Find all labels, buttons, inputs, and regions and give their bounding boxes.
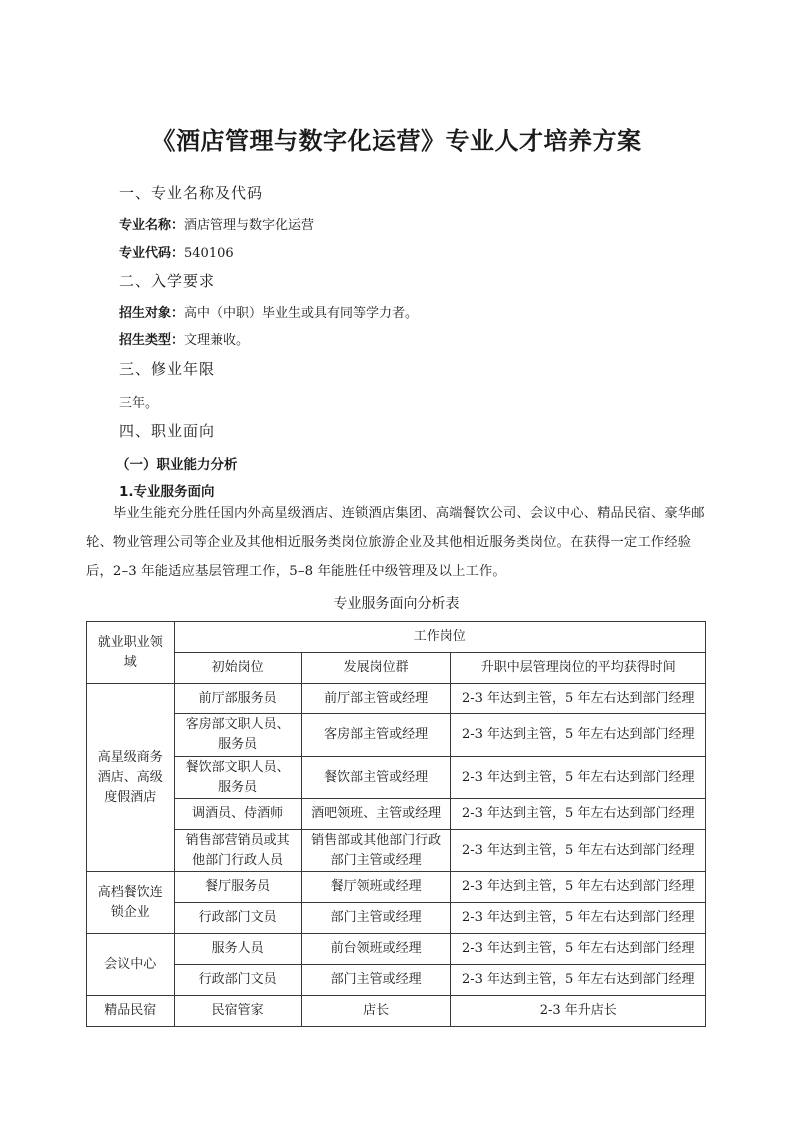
table-row	[87, 934, 706, 965]
service-orientation-table	[86, 621, 706, 1027]
cell-time: 2-3 年达到主管，5 年左右达到部门经理	[451, 934, 706, 965]
table-subheader-row	[87, 653, 706, 684]
cell-time: 2-3 年达到主管，5 年左右达到部门经理	[451, 903, 706, 934]
field-homestay: 精品民宿	[87, 996, 175, 1027]
field-hotel: 高星级商务酒店、高级度假酒店	[87, 684, 175, 872]
header-field: 就业职业领域	[87, 622, 175, 684]
major-name-label: 专业名称：	[119, 218, 185, 233]
cell-develop: 店长	[301, 996, 451, 1027]
table-row	[87, 757, 706, 799]
enroll-type-label: 招生类型：	[119, 333, 185, 348]
table-row	[87, 799, 706, 830]
table-row	[87, 830, 706, 872]
cell-initial: 销售部营销员或其他部门行政人员	[174, 830, 301, 872]
table-caption: 专业服务面向分析表	[333, 596, 460, 612]
cell-develop: 餐厅领班或经理	[301, 872, 451, 903]
table-row	[87, 714, 706, 757]
table-row	[87, 903, 706, 934]
service-orientation-paragraph: 毕业生能充分胜任国内外高星级酒店、连锁酒店集团、高端餐饮公司、会议中心、精品民宿、豪华邮轮、物业管理公司等企业及其他相近服务类岗位旅游企业及其他相近服务类岗位。在获得一定工作经验后，2–3 年能适应基层管理工作，5–8 年能胜任中级管理及以上工作。	[86, 506, 705, 579]
cell-time: 2-3 年达到主管，5 年左右达到部门经理	[451, 799, 706, 830]
cell-initial: 行政部门文员	[174, 903, 301, 934]
table-row	[87, 684, 706, 714]
cell-develop: 酒吧领班、主管或经理	[301, 799, 451, 830]
cell-initial: 客房部文职人员、服务员	[174, 714, 301, 757]
major-name-line	[119, 214, 314, 233]
cell-develop: 前厅部主管或经理	[301, 684, 451, 714]
cell-time: 2-3 年达到主管，5 年左右达到部门经理	[451, 757, 706, 799]
cell-develop: 销售部或其他部门行政部门主管或经理	[301, 830, 451, 872]
cell-time: 2-3 年达到主管，5 年左右达到部门经理	[451, 872, 706, 903]
major-code-line	[119, 242, 234, 261]
field-conference: 会议中心	[87, 934, 175, 996]
cell-time: 2-3 年升店长	[451, 996, 706, 1027]
subheading-service-orientation: 1.专业服务面向	[119, 484, 215, 500]
cell-develop: 前台领班或经理	[301, 934, 451, 965]
cell-time: 2-3 年达到主管，5 年左右达到部门经理	[451, 684, 706, 714]
enroll-type-value: 文理兼收。	[184, 333, 250, 348]
enroll-type-line	[119, 329, 249, 348]
header-development-group: 发展岗位群	[301, 653, 451, 684]
cell-develop: 部门主管或经理	[301, 965, 451, 996]
cell-develop: 餐饮部主管或经理	[301, 757, 451, 799]
cell-initial: 前厅部服务员	[174, 684, 301, 714]
table-header-row	[87, 622, 706, 653]
section-heading-duration: 三、修业年限	[119, 360, 216, 378]
cell-initial: 餐饮部文职人员、服务员	[174, 757, 301, 799]
enroll-target-label: 招生对象：	[119, 306, 185, 321]
major-code-value: 540106	[184, 246, 234, 261]
document-title: 《酒店管理与数字化运营》专业人才培养方案	[151, 126, 642, 155]
cell-initial: 服务人员	[174, 934, 301, 965]
table-row	[87, 872, 706, 903]
section-heading-admission: 二、入学要求	[119, 272, 216, 290]
cell-time: 2-3 年达到主管，5 年左右达到部门经理	[451, 830, 706, 872]
header-work-positions: 工作岗位	[174, 622, 705, 653]
cell-initial: 餐厅服务员	[174, 872, 301, 903]
table-row	[87, 965, 706, 996]
enroll-target-line	[119, 302, 418, 321]
subheading-ability-analysis: （一）职业能力分析	[116, 457, 238, 473]
cell-time: 2-3 年达到主管，5 年左右达到部门经理	[451, 965, 706, 996]
cell-develop: 客房部主管或经理	[301, 714, 451, 757]
major-name-value: 酒店管理与数字化运营	[184, 218, 315, 233]
section-heading-major-name-code: 一、专业名称及代码	[119, 184, 264, 202]
cell-initial: 行政部门文员	[174, 965, 301, 996]
header-initial-position: 初始岗位	[174, 653, 301, 684]
cell-time: 2-3 年达到主管，5 年左右达到部门经理	[451, 714, 706, 757]
cell-initial: 调酒员、侍酒师	[174, 799, 301, 830]
field-catering: 高档餐饮连锁企业	[87, 872, 175, 934]
duration-value: 三年。	[119, 396, 159, 411]
major-code-label: 专业代码：	[119, 246, 185, 261]
table-row	[87, 996, 706, 1027]
enroll-target-value: 高中（中职）毕业生或具有同等学力者。	[184, 306, 419, 321]
section-heading-career: 四、职业面向	[119, 422, 216, 440]
cell-initial: 民宿管家	[174, 996, 301, 1027]
header-promotion-time: 升职中层管理岗位的平均获得时间	[451, 653, 706, 684]
cell-develop: 部门主管或经理	[301, 903, 451, 934]
